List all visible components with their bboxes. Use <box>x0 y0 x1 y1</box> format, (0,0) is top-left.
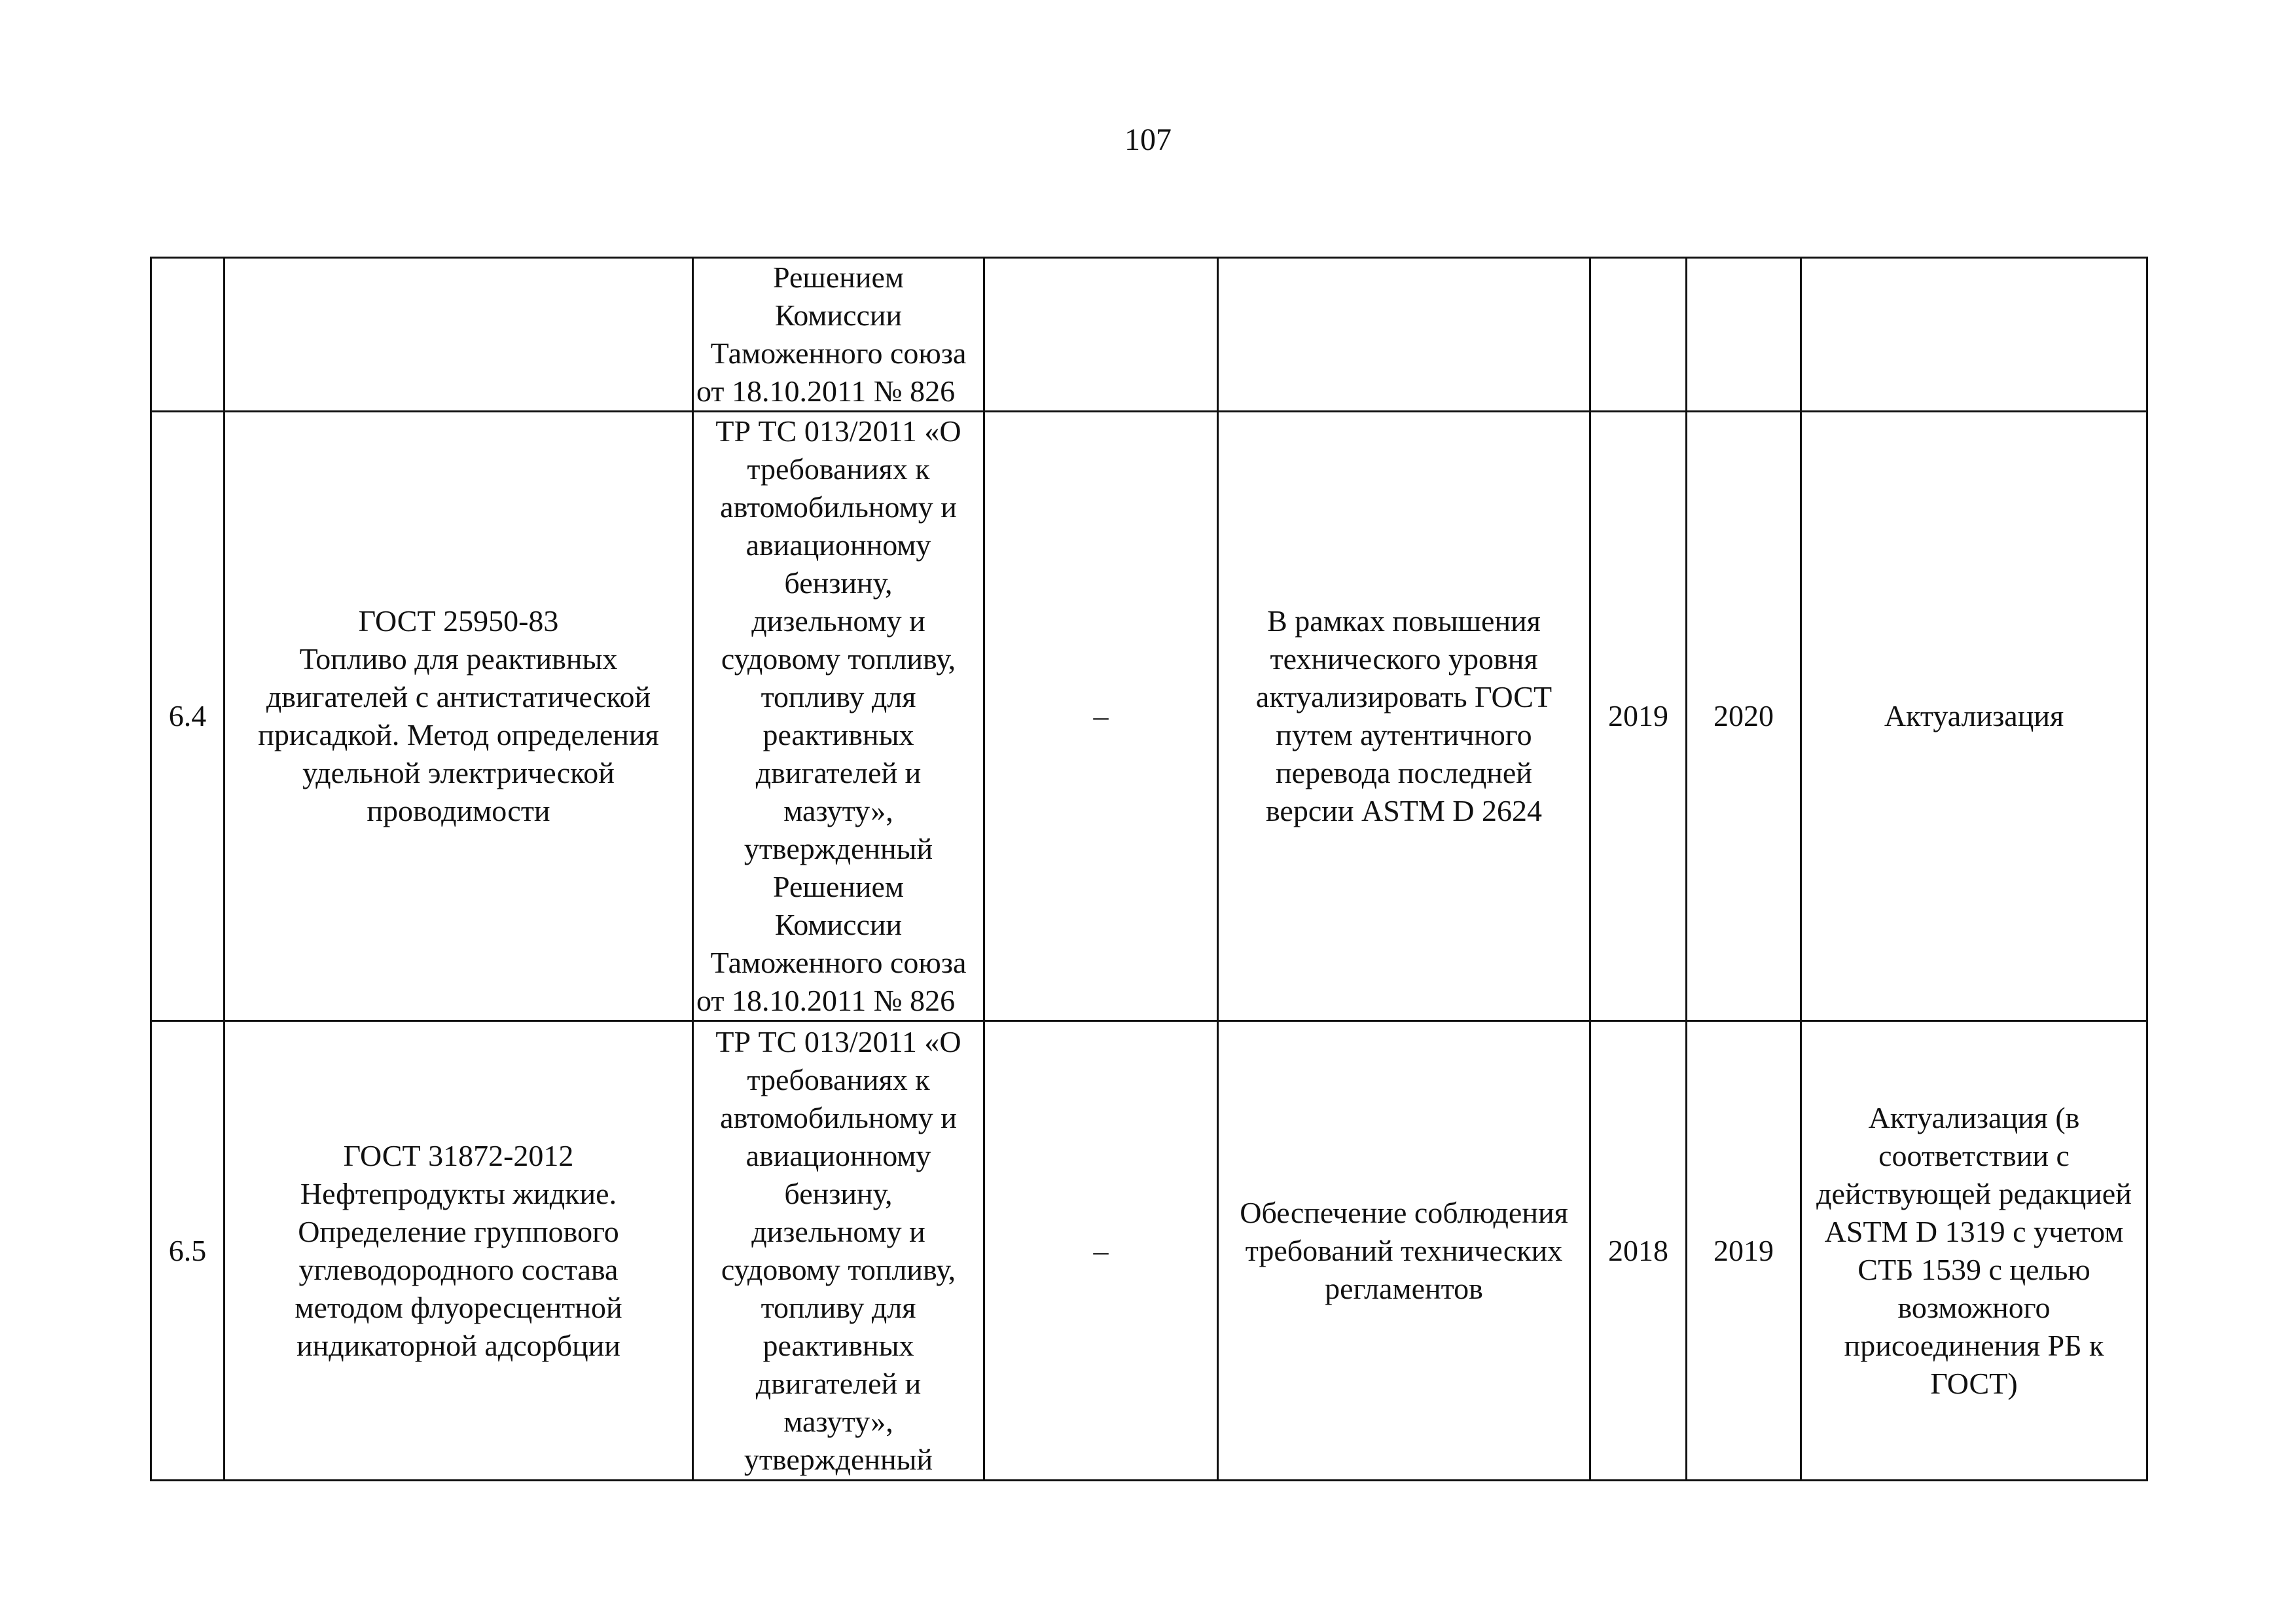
action-line: ASTM D 1319 с учетом <box>1824 1214 2124 1248</box>
reason-line: перевода последней <box>1276 756 1532 789</box>
standard-line: углеводородного состава <box>298 1252 619 1286</box>
standard-line: двигателей с антистатической <box>266 680 651 713</box>
regulation-line: ТР ТС 013/2011 «О <box>715 1024 961 1058</box>
action-line: присоединения РБ к <box>1844 1328 2104 1362</box>
reason-cell <box>1218 258 1590 412</box>
regulation-line: Комиссии <box>774 298 903 332</box>
action-line: действующей редакцией <box>1816 1176 2132 1210</box>
dash-cell: – <box>984 412 1218 1021</box>
regulation-line: требованиях к <box>747 452 930 486</box>
regulation-line: требованиях к <box>747 1062 930 1096</box>
standard-cell <box>224 258 693 412</box>
regulation-line: Решением <box>773 261 904 294</box>
action-line: возможного <box>1897 1290 2051 1324</box>
end-year-cell: 2019 <box>1687 1021 1801 1481</box>
standard-line: Определение группового <box>298 1214 619 1248</box>
standard-cell <box>224 412 693 1021</box>
reason-line: технического уровня <box>1270 642 1538 676</box>
reason-cell <box>1218 412 1590 1021</box>
regulation-line: утвержденный <box>744 832 933 865</box>
regulation-line: реактивных <box>762 718 914 751</box>
regulation-line: авиационному <box>745 528 931 562</box>
reason-line: регламентов <box>1325 1271 1483 1305</box>
regulation-line: бензину, <box>784 1176 893 1210</box>
table-row <box>151 412 2147 1021</box>
regulation-line: мазуту», <box>783 1404 893 1438</box>
regulation-line: утвержденный <box>744 1442 933 1476</box>
regulation-line: от 18.10.2011 № 826 <box>696 984 956 1017</box>
regulation-line: двигателей и <box>755 1366 922 1400</box>
standard-line: ГОСТ 31872-2012 <box>343 1138 574 1172</box>
reason-line: версии ASTM D 2624 <box>1265 794 1543 827</box>
regulation-line: автомобильному и <box>720 1100 957 1134</box>
regulation-cell <box>693 1021 984 1481</box>
start-year-cell: 2019 <box>1590 412 1687 1021</box>
regulation-line: Комиссии <box>774 908 903 941</box>
action-line: СТБ 1539 с целью <box>1857 1252 2090 1286</box>
item-number-cell: 6.5 <box>151 1021 224 1481</box>
regulation-line: от 18.10.2011 № 826 <box>696 374 956 408</box>
regulation-line: бензину, <box>784 566 893 600</box>
reason-line: путем аутентичного <box>1276 718 1532 751</box>
item-number-cell: 6.4 <box>151 412 224 1021</box>
action-cell <box>1801 1021 2147 1481</box>
standard-line: Топливо для реактивных <box>299 642 618 676</box>
regulation-line: мазуту», <box>783 794 893 827</box>
page-number: 107 <box>1124 122 1172 157</box>
regulation-line: дизельному и <box>751 1214 925 1248</box>
reason-line: требований технических <box>1245 1233 1563 1267</box>
standards-plan-table <box>150 257 2148 1481</box>
standard-line: ГОСТ 25950-83 <box>358 604 559 638</box>
standard-line: удельной электрической <box>302 756 615 789</box>
table-row <box>151 1021 2147 1481</box>
regulation-line: судовому топливу, <box>721 1252 956 1286</box>
reason-line: Обеспечение соблюдения <box>1240 1195 1568 1229</box>
regulation-cell <box>693 258 984 412</box>
regulation-line: Таможенного союза <box>710 336 967 370</box>
standard-cell <box>224 1021 693 1481</box>
regulation-line: топливу для <box>761 1290 916 1324</box>
regulation-line: ТР ТС 013/2011 «О <box>715 414 961 448</box>
standard-line: проводимости <box>367 794 550 827</box>
reason-cell <box>1218 1021 1590 1481</box>
regulation-line: дизельному и <box>751 604 925 638</box>
dash-cell: – <box>984 1021 1218 1481</box>
start-year-cell: 2018 <box>1590 1021 1687 1481</box>
action-cell <box>1801 412 2147 1021</box>
start-year-cell <box>1590 258 1687 412</box>
reason-line: В рамках повышения <box>1267 604 1541 638</box>
regulation-cell <box>693 412 984 1021</box>
regulation-line: Решением <box>773 870 904 903</box>
regulation-line: двигателей и <box>755 756 922 789</box>
action-line: соответствии с <box>1878 1138 2070 1172</box>
reason-line: актуализировать ГОСТ <box>1255 680 1552 713</box>
action-line: Актуализация (в <box>1868 1100 2080 1134</box>
action-line: Актуализация <box>1884 699 2064 732</box>
regulation-line: Таможенного союза <box>710 946 967 979</box>
action-line: ГОСТ) <box>1930 1366 2018 1400</box>
regulation-line: автомобильному и <box>720 490 957 524</box>
table-row <box>151 258 2147 412</box>
action-cell <box>1801 258 2147 412</box>
dash-cell <box>984 258 1218 412</box>
standard-line: присадкой. Метод определения <box>258 718 659 751</box>
standard-line: индикаторной адсорбции <box>296 1328 620 1362</box>
item-number-cell <box>151 258 224 412</box>
regulation-line: судовому топливу, <box>721 642 956 676</box>
standard-line: методом флуоресцентной <box>295 1290 622 1324</box>
regulation-line: реактивных <box>762 1328 914 1362</box>
standard-line: Нефтепродукты жидкие. <box>300 1176 617 1210</box>
regulation-line: авиационному <box>745 1138 931 1172</box>
end-year-cell: 2020 <box>1687 412 1801 1021</box>
regulation-line: топливу для <box>761 680 916 713</box>
end-year-cell <box>1687 258 1801 412</box>
